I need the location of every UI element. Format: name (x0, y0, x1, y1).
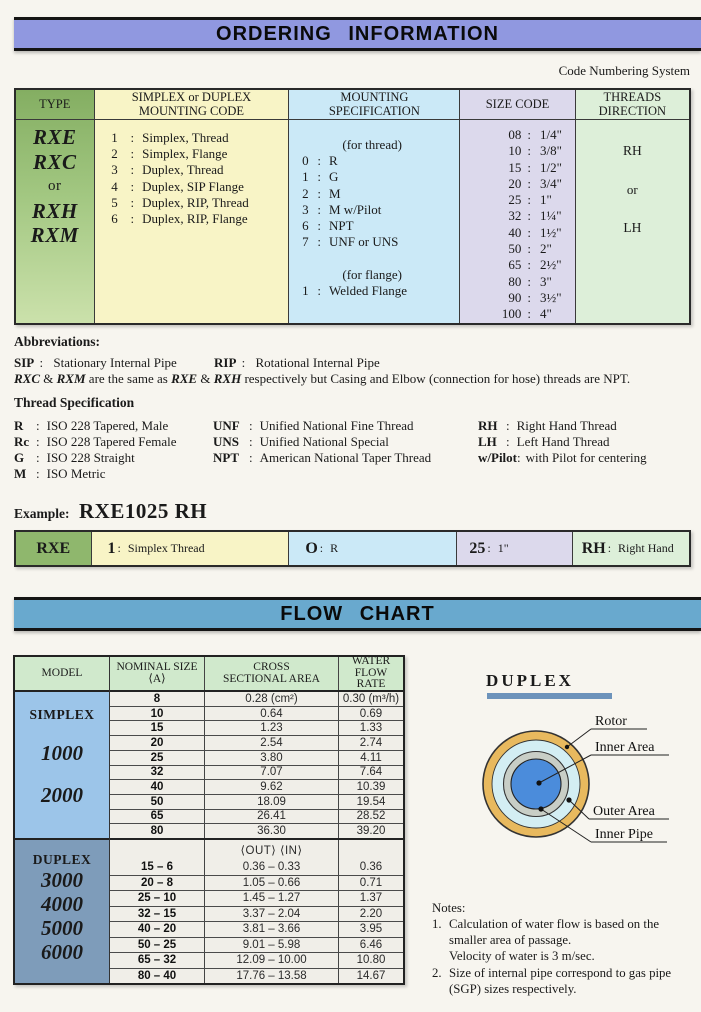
model-4000: 4000 (41, 892, 83, 916)
table-row: 25 3.80 4.11 (110, 751, 403, 766)
simplex-model-group (15, 692, 109, 840)
ordering-information-banner (14, 17, 701, 51)
size-code-item: 25 : 1" (508, 192, 552, 208)
model-2000: 2000 (41, 783, 83, 807)
example-cell-direction: RH : Right Hand (573, 532, 689, 565)
thread-spec-item: UNS : Unified National Special (213, 433, 389, 449)
out-in-label: ⟨OUT⟩ ⟨IN⟩ (205, 840, 339, 860)
example-table (14, 530, 691, 567)
duplex-subheader-row (110, 840, 403, 860)
duplex-diagram-title: DUPLEX (486, 671, 574, 690)
spec-item: 2 : M (302, 185, 341, 201)
size-code-item: 80 : 3" (508, 273, 552, 289)
column-type (16, 90, 95, 323)
size-code-item: 20 : 3/4" (508, 175, 562, 191)
column-size-code (460, 90, 575, 323)
table-row: 80 – 40 17.76 – 13.58 14.67 (110, 969, 403, 984)
note-line: Velocity of water is 3 m/sec. (449, 949, 595, 964)
rotor-leader-line (567, 729, 591, 747)
code-numbering-table (14, 88, 691, 325)
spec-item: 0 : R (302, 153, 338, 168)
mounting-code-item: 5 : Duplex, RIP, Thread (111, 194, 249, 210)
notes-block (432, 901, 697, 997)
size-code-item: 32 : 1¼" (508, 208, 562, 224)
type-header: TYPE (16, 90, 94, 120)
duplex-title-underline (487, 693, 612, 699)
rxc-rxm-note: RXC & RXM are the same as RXE & RXH respectively but Casing and Elbow (connection for hose) threads are NPT. (14, 371, 631, 386)
type-item: or (48, 178, 62, 194)
column-threads-direction (576, 90, 689, 323)
size-code-item: 08 : 1/4" (508, 127, 562, 142)
note-line: 1. Calculation of water flow is based on the (432, 917, 660, 931)
duplex-model-group (15, 840, 109, 983)
example-code: RXE1025 RH (79, 499, 208, 523)
table-row: 20 – 8 1.05 – 0.66 0.71 (110, 876, 403, 892)
mounting-code-item: 3 : Duplex, Thread (111, 162, 224, 178)
duplex-cross-section-diagram (455, 702, 701, 854)
spec-item: 3 : M w/Pilot (302, 201, 382, 217)
model-header: MODEL (15, 657, 109, 692)
thread-spec-item: R : ISO 228 Tapered, Male (14, 418, 169, 433)
cross-sectional-area-header: CROSS SECTIONAL AREA (205, 657, 339, 690)
model-3000: 3000 (41, 868, 83, 892)
table-row: 65 26.41 28.52 (110, 810, 403, 825)
notes-list (432, 916, 697, 997)
thread-spec-item: G : ISO 228 Straight (14, 449, 135, 465)
rotor-label: Rotor (595, 714, 627, 729)
spec-item: 7 : UNF or UNS (302, 234, 399, 250)
mounting-specification-header: MOUNTING SPECIFICATION (289, 90, 459, 120)
type-item: RXH (31, 198, 78, 223)
thread-spec-item: UNF : Unified National Fine Thread (213, 418, 414, 433)
thread-specification-block (14, 395, 694, 488)
duplex-label: DUPLEX (32, 852, 92, 867)
mounting-code-header: SIMPLEX or DUPLEX MOUNTING CODE (95, 90, 289, 120)
code-numbering-system-label: Code Numbering System (558, 63, 690, 78)
inner-pipe-label: Inner Pipe (595, 827, 653, 842)
threads-direction-item: or (626, 182, 638, 197)
model-6000: 6000 (41, 940, 83, 964)
size-code-item: 90 : 3½" (508, 289, 562, 305)
thread-spec-col3 (478, 418, 647, 466)
flow-model-column (15, 657, 110, 983)
size-code-item: 100 : 4" (501, 306, 552, 322)
spec-flange-list (289, 283, 459, 299)
water-flow-rate-header: WATER FLOW RATE (339, 657, 403, 690)
threads-direction-header: THREADS DIRECTION (576, 90, 689, 120)
type-item: RXM (30, 223, 79, 247)
note-line: smaller area of passage. (449, 933, 572, 948)
flow-chart-table (13, 655, 405, 985)
example-cell-mounting: 1 : Simplex Thread (92, 532, 290, 565)
simplex-data-rows (110, 692, 403, 840)
size-code-item: 50 : 2" (508, 241, 552, 257)
inner-area-point (536, 780, 541, 785)
threads-direction-item: RH (622, 143, 642, 158)
table-row: 20 2.54 2.74 (110, 736, 403, 751)
table-row: 8 0.28 (cm²) 0.30 (m³/h) (110, 692, 403, 707)
size-code-item: 65 : 2½" (508, 257, 562, 273)
mounting-code-item: 4 : Duplex, SIP Flange (111, 178, 244, 194)
column-mounting-code (95, 90, 290, 323)
mounting-code-item: 2 : Simplex, Flange (111, 146, 228, 162)
table-row: 50 – 25 9.01 – 5.98 6.46 (110, 938, 403, 954)
type-item: RXE (33, 125, 77, 149)
rotor-point (565, 745, 569, 749)
table-row: 40 9.62 10.39 (110, 780, 403, 795)
thread-specification-heading: Thread Specification (14, 395, 135, 410)
mounting-code-list (95, 120, 289, 227)
mounting-code-item: 1 : Simplex, Thread (111, 130, 229, 145)
size-code-item: 40 : 1½" (508, 224, 562, 240)
example-cell-size: 25 : 1" (457, 532, 572, 565)
inner-area-region (511, 759, 561, 809)
table-row: 32 – 15 3.37 – 2.04 2.20 (110, 907, 403, 923)
inner-area-label: Inner Area (595, 740, 655, 755)
flow-chart-title: FLOW CHART (14, 600, 701, 628)
abbreviations-heading: Abbreviations: (14, 334, 101, 349)
thread-spec-col1 (14, 418, 177, 482)
sip-definition: SIP : Stationary Internal Pipe (14, 355, 177, 370)
thread-spec-item: LH : Left Hand Thread (478, 433, 610, 449)
rip-definition: RIP : Rotational Internal Pipe (214, 355, 380, 370)
table-row: 32 7.07 7.64 (110, 766, 403, 781)
ordering-information-title: ORDERING INFORMATION (14, 20, 701, 48)
type-list (16, 120, 94, 248)
spec-thread-list (289, 153, 459, 251)
table-row: 15 – 6 0.36 – 0.33 0.36 (110, 860, 403, 876)
model-5000: 5000 (41, 916, 83, 940)
flow-chart-banner (14, 597, 701, 631)
outer-area-point (566, 797, 571, 802)
threads-direction-list (576, 120, 689, 235)
simplex-label: SIMPLEX (29, 707, 95, 722)
notes-heading: Notes: (432, 901, 466, 915)
size-code-header: SIZE CODE (460, 90, 574, 120)
outer-area-label: Outer Area (593, 804, 655, 819)
size-code-item: 10 : 3/8" (508, 143, 562, 159)
column-mounting-specification (289, 90, 460, 323)
inner-pipe-point (538, 806, 543, 811)
thread-spec-item: NPT : American National Taper Thread (213, 449, 432, 465)
table-row: 40 – 20 3.81 – 3.66 3.95 (110, 922, 403, 938)
model-1000: 1000 (41, 741, 83, 765)
type-item: RXC (33, 149, 77, 174)
example-label: Example: (14, 506, 70, 521)
threads-direction-item: LH (623, 220, 642, 235)
spec-item: 1 : G (302, 169, 339, 185)
size-code-list (460, 120, 574, 323)
thread-spec-item: w/Pilot : with Pilot for centering (478, 449, 647, 465)
thread-spec-item: RH : Right Hand Thread (478, 418, 617, 433)
abbreviations-block (14, 334, 694, 387)
example-cell-type: RXE (16, 532, 92, 565)
thread-spec-item: M : ISO Metric (14, 465, 106, 481)
spec-item: 1 : Welded Flange (302, 282, 408, 298)
table-row: 10 0.64 0.69 (110, 707, 403, 722)
spec-item: 6 : NPT (302, 218, 354, 234)
note-line: 2. Size of internal pipe correspond to gas pipe (432, 965, 672, 980)
nominal-size-header: NOMINAL SIZE ⟨A⟩ (110, 657, 205, 690)
table-row: 80 36.30 39.20 (110, 824, 403, 838)
thread-spec-item: Rc : ISO 228 Tapered Female (14, 433, 177, 449)
thread-spec-col2 (213, 418, 431, 466)
size-code-item: 15 : 1/2" (508, 159, 562, 175)
table-row: 50 18.09 19.54 (110, 795, 403, 810)
table-row: 65 – 32 12.09 – 10.00 10.80 (110, 953, 403, 969)
for-flange-label: (for flange) (342, 266, 402, 282)
note-line: (SGP) sizes respectively. (449, 981, 577, 996)
table-row: 25 – 10 1.45 – 1.27 1.37 (110, 891, 403, 907)
example-cell-spec: O : R (289, 532, 457, 565)
for-thread-label: (for thread) (342, 137, 402, 152)
mounting-code-item: 6 : Duplex, RIP, Flange (111, 211, 248, 227)
table-row: 15 1.23 1.33 (110, 721, 403, 736)
duplex-data-rows (110, 860, 403, 983)
